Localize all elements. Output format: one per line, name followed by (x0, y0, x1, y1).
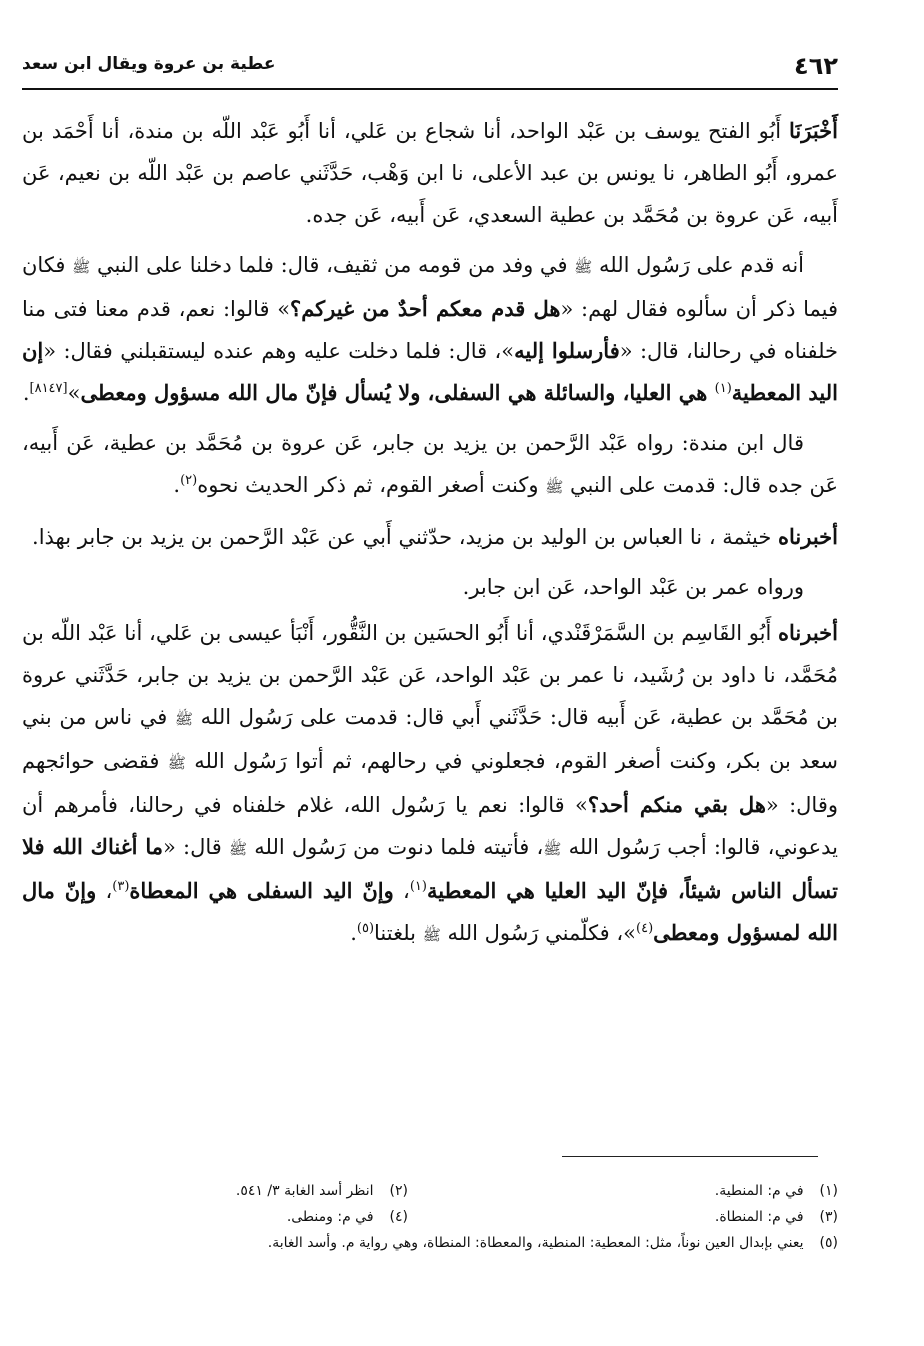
salutation-mark: ﷺ (422, 926, 441, 944)
paragraph-6-lead: أخبرناه (778, 620, 838, 645)
footnote-text: في م: المنطية. (714, 1183, 804, 1199)
p2-quote-4: هي العليا، والسائلة هي السفلى، ولا يُسأل فإنّ مال الله مسؤول ومعطى (80, 380, 715, 405)
p6-text-8: ، (96, 879, 113, 903)
p6-text-1: أَبُو القَاسِم بن السَّمَرْقَنْدي، أنا أَبُو الحسَين بن النَّقُّور، أَنْبَأ عيسى بن عَلي، أنا عَبْد اللّه بن مُحَمَّد، نا داود بن رُشَيد، نا عمر بن عَبْد الواحد، عَن عَبْد الرَّحمن بن يزيد بن جابر، حَدَّثَني عروة بن مُحَمَّد بن عطية، عَن أَبيه قال: حَدَّثَني أَبي قال: قدمت على رَسُول الله (22, 621, 839, 729)
footnote-number: (٣) (819, 1209, 838, 1225)
footnote-divider (562, 1156, 818, 1157)
footnote-marker-1: (١) (714, 381, 732, 396)
p2-text-2: في وفد من قومه من ثقيف، قال: فلما دخلنا على النبي (90, 253, 575, 277)
p6-text-9: »، فكلّمني رَسُول الله (440, 921, 637, 945)
paragraph-6 (22, 612, 838, 956)
footnote-item (268, 1230, 838, 1256)
salutation-mark: ﷺ (167, 754, 186, 772)
footnote-row (22, 1178, 838, 1204)
p2-text-3: فكان فيما ذكر أن سألوه فقال لهم: « (22, 253, 838, 321)
running-header (22, 44, 838, 90)
p2-text-1: أنه قدم على رَسُول الله (592, 253, 805, 277)
main-text (22, 110, 838, 964)
salutation-mark: ﷺ (228, 840, 248, 858)
paragraph-5-text: ورواه عمر بن عَبْد الواحد، عَن ابن جابر. (462, 575, 804, 599)
p6-text-3: فقضى حوائجهم وقال: « (22, 749, 839, 817)
paragraph-2 (22, 244, 838, 414)
footnote-row (22, 1204, 838, 1230)
paragraph-4-text: خيثمة ، نا العباس بن الوليد بن مزيد، حدّثني أَبي عن عَبْد الرَّحمن بن يزيد بن جابر بهذا. (32, 525, 778, 549)
p6-text-6: قال: « (162, 835, 229, 859)
footnote-number: (١) (819, 1183, 838, 1199)
footnote-row (22, 1230, 838, 1256)
footnote-text: في م: المنطاة. (714, 1209, 804, 1225)
p6-text-7: ، (393, 879, 410, 903)
footnote-item (715, 1204, 838, 1230)
p3-text-3: . (173, 473, 181, 497)
p2-quote-3: إن اليد المعطية (22, 338, 838, 405)
footnote-number: (٥) (819, 1235, 838, 1251)
salutation-mark: ﷺ (174, 710, 193, 728)
paragraph-4-lead: أخبرناه (778, 524, 838, 549)
footnote-number: (٤) (389, 1209, 408, 1225)
p6-quote-2: ما أغناك الله فلا تسأل الناس شيئاً، فإنّ اليد العليا هي المعطية (22, 834, 838, 903)
salutation-mark: ﷺ (543, 840, 562, 858)
p6-text-10: بلغتنا (374, 921, 423, 945)
salutation-mark: ﷺ (574, 258, 593, 276)
p6-quote-1: هل بقي منكم أحد؟ (587, 792, 766, 817)
p2-text-6: » (67, 381, 81, 405)
footnotes (22, 1178, 838, 1256)
page-number: ٤٦٢ (794, 52, 838, 80)
p3-text-1: قال ابن مندة: رواه عَبْد الرَّحمن بن يزيد بن جابر، عَن عروة بن مُحَمَّد بن عطية، عَن أَبيه، عَن جده قال: قدمت على النبي (22, 431, 838, 497)
p3-text-2: وكنت أصغر القوم، ثم ذكر الحديث نحوه (197, 473, 546, 497)
footnote-marker-1: (١) (409, 879, 427, 894)
hadith-reference-number: [٨١٤٧] (29, 381, 68, 396)
paragraph-4 (22, 516, 838, 558)
footnote-marker-5: (٥) (356, 921, 375, 936)
footnote-item (236, 1178, 408, 1204)
p2-quote-1: هل قدم معكم أحدٌ من غيركم؟ (290, 296, 561, 321)
p6-quote-4: وإنّ مال الله لمسؤول ومعطى (22, 878, 838, 945)
paragraph-5 (22, 566, 838, 608)
paragraph-1-lead: أَخْبَرَنَا (789, 118, 838, 143)
footnote-marker-3: (٣) (112, 879, 130, 894)
running-title: عطية بن عروة ويقال ابن سعد (22, 54, 276, 74)
footnote-item (287, 1204, 408, 1230)
footnote-number: (٢) (389, 1183, 408, 1199)
paragraph-3 (22, 422, 838, 508)
p6-text-11: . (350, 921, 357, 945)
footnote-text: في م: ومنطى. (286, 1209, 374, 1225)
paragraph-1-text: أَبُو الفتح يوسف بن عَبْد الواحد، أنا شجاع بن عَلي، أنا أَبُو عَبْد اللّه بن مندة، أنا أَحْمَد بن عمرو، أَبُو الطاهر، نا يونس بن عبد الأعلى، نا ابن وَهْب، حَدَّثَني عاصم بن عَبْد اللّه بن نعيم، عَن أَبيه، عَن عروة بن مُحَمَّد بن عطية السعدي، عَن أَبيه، عَن جده. (22, 119, 838, 227)
salutation-mark: ﷺ (72, 258, 91, 276)
footnote-text: يعني بإبدال العين نوناً، مثل: المعطية: المنطية، والمعطاة: المنطاة، وهي رواية م. وأسد الغابة. (267, 1235, 804, 1251)
p2-text-4: » قالوا: نعم، قدم معنا فتى منا خلفناه في رحالنا، قال: « (22, 297, 838, 363)
footnote-item (715, 1178, 838, 1204)
p2-quote-2: فأرسلوا إليه (514, 338, 620, 363)
p6-text-2: في ناس من بني سعد بن بكر، وكنت أصغر القوم، فجعلوني في رحالهم، ثم أتوا رَسُول الله (22, 705, 838, 773)
footnote-text: انظر أسد الغابة ٣/ ٥٤١. (235, 1183, 374, 1199)
footnote-marker-4: (٤) (636, 921, 654, 936)
footnote-marker-2: (٢) (180, 473, 198, 488)
p6-text-5: ، فأتيته فلما دنوت من رَسُول الله (247, 835, 544, 859)
p2-text-7: . (22, 381, 30, 405)
p6-quote-3: وإنّ اليد السفلى هي المعطاة (129, 878, 394, 903)
paragraph-1 (22, 110, 838, 236)
p2-text-5: »، قال: فلما دخلت عليه وهم عنده ليستقبلني فقال: « (43, 339, 515, 363)
salutation-mark: ﷺ (545, 478, 564, 496)
p6-text-4: » قالوا: نعم يا رَسُول الله، غلام خلفناه في رحالنا، فأمرهم أن يدعوني، قالوا: أجب رَسُول الله (22, 793, 839, 859)
